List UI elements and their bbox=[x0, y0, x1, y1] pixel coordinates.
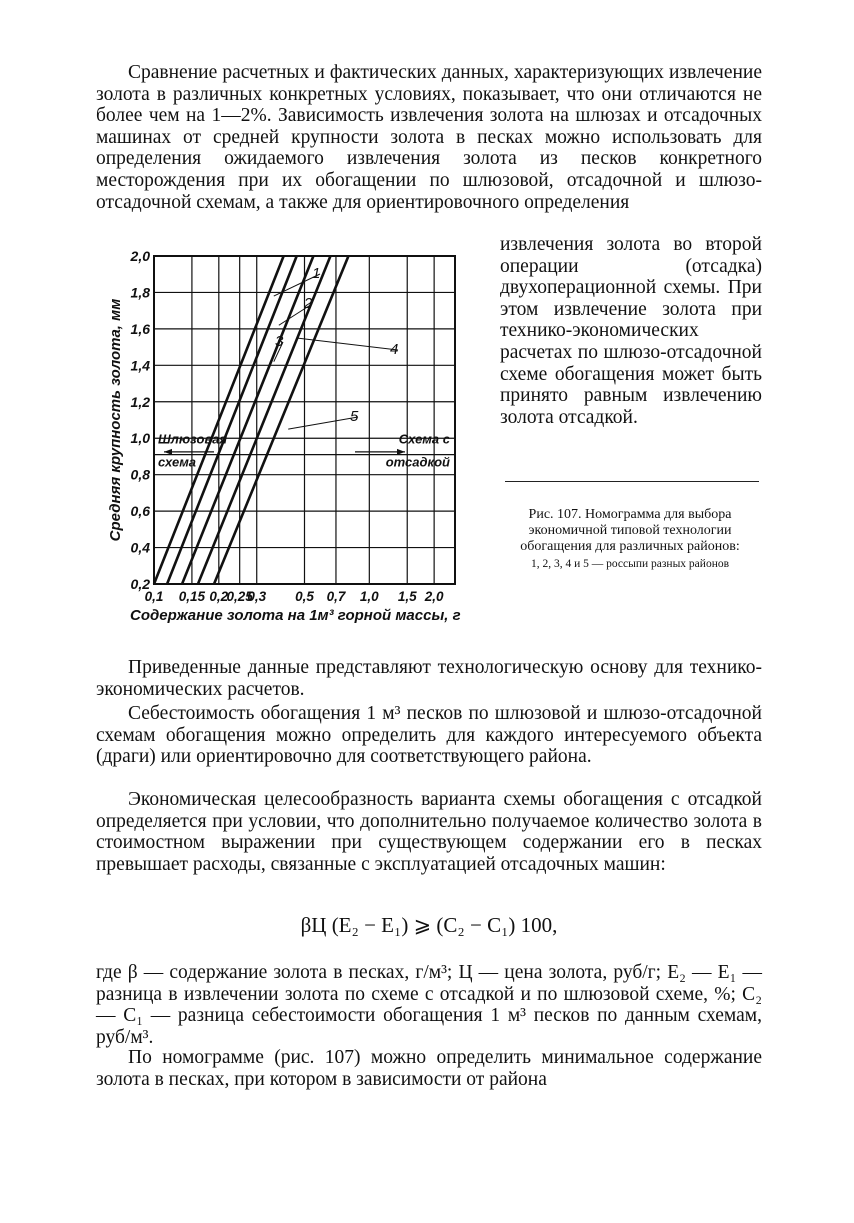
x-tick-label: 2,0 bbox=[424, 589, 444, 604]
y-tick-label: 0,8 bbox=[130, 466, 150, 483]
paragraph-4: Экономическая целесообразность варианта схемы обогащения с отсадкой определяется при условии, что дополнительно получаемое количество золота в стоимостном выражении при существующем содержании его в песках превышает расходы, связанные с эксплуатацией отсадочных машин: bbox=[96, 789, 762, 875]
caption-legend: 1, 2, 3, 4 и 5 — россыпи разных районов bbox=[530, 558, 730, 570]
x-tick-label: 0,5 bbox=[295, 589, 314, 604]
x-tick-label: 0,7 bbox=[326, 589, 346, 604]
figure-caption bbox=[496, 507, 764, 571]
y-tick-label: 0,4 bbox=[130, 539, 150, 556]
series-label-5: 5 bbox=[350, 408, 359, 425]
series-line-2 bbox=[167, 256, 297, 584]
paragraph-intro: Сравнение расчетных и фактических данных, характеризующих извлечение золота в различных конкретных условиях, показывает, что они отличаются не более чем на 1—2%. Зависимость извлечения золота на шлюзах и отсадочных машинах от средней крупности золота в песках можно использовать для определения ожидаемого извлечения золота из песков конкретного месторождения при их обогащении по шлюзовой, отсадочной и шлюзо-отсадочной схемам, а также для ориентировочного определения bbox=[96, 62, 762, 213]
y-tick-label: 1,4 bbox=[130, 357, 150, 374]
caption-text: Рис. 107. Номограмма для выбора экономичной типовой технологии обогащения для различных районов: bbox=[520, 507, 740, 554]
y-tick-label: 1,8 bbox=[130, 284, 150, 301]
y-axis-label: Средняя крупность золота, мм bbox=[107, 298, 124, 542]
paragraph-2: Приведенные данные представляют технологическую основу для технико-экономических расчетов. bbox=[96, 657, 762, 700]
x-tick-label: 0,3 bbox=[247, 589, 267, 604]
callout-leader-5 bbox=[288, 417, 358, 429]
y-tick-label: 0,2 bbox=[130, 576, 150, 592]
series-line-3 bbox=[182, 256, 313, 584]
x-tick-label: 0,25 bbox=[226, 589, 253, 604]
y-tick-label: 1,2 bbox=[130, 393, 150, 410]
y-tick-label: 1,0 bbox=[130, 430, 150, 447]
series-label-3: 3 bbox=[275, 333, 284, 350]
caption-rule bbox=[505, 481, 759, 482]
series-label-4: 4 bbox=[390, 341, 399, 358]
series-label-2: 2 bbox=[304, 295, 313, 312]
region-label-sluice-2: схема bbox=[158, 454, 197, 470]
region-label-jig: Схема с bbox=[398, 431, 450, 447]
x-tick-label: 1,0 bbox=[359, 589, 379, 604]
paragraph-6: По номограмме (рис. 107) можно определить минимальное содержание золота в песках, при котором в зависимости от района bbox=[96, 1047, 762, 1090]
y-tick-label: 0,6 bbox=[130, 503, 150, 520]
paragraph-wrap: извлечения золота во второй операции (отсадка) двухоперационной схемы. При этом извлечение золота при технико-экономических расчетах по шлюзо-отсадочной схеме обогащения может быть принято равным извлечению золота отсадкой. bbox=[500, 234, 762, 428]
formula: βЦ (E₂ − E₁) ⩾ (C₂ − C₁) 100, bbox=[300, 913, 558, 937]
region-label-jig-2: отсадкой bbox=[385, 454, 450, 470]
paragraph-3: Себестоимость обогащения 1 м³ песков по шлюзовой и шлюзо-отсадочной схемам обогащения можно определить для каждого интересуемого объекта (драги) или ориентировочно для соответствующего района. bbox=[96, 703, 762, 768]
series-label-1: 1 bbox=[312, 265, 321, 282]
x-tick-label: 1,5 bbox=[397, 589, 417, 604]
series-line-5 bbox=[214, 256, 348, 584]
chart-series bbox=[154, 256, 348, 584]
nomogram-chart bbox=[100, 236, 470, 626]
x-tick-label: 0,2 bbox=[209, 589, 229, 604]
x-tick-label: 0,1 bbox=[144, 589, 164, 604]
y-tick-label: 2,0 bbox=[130, 248, 150, 264]
region-label-sluice: Шлюзовая bbox=[158, 431, 228, 447]
x-axis-label: Содержание золота на 1м³ горной массы, г bbox=[130, 607, 461, 624]
x-tick-label: 0,15 bbox=[178, 589, 206, 604]
paragraph-5: где β — содержание золота в песках, г/м³; Ц — цена золота, руб/г; E₂ — E₁ — разница в извлечении золота по схеме с отсадкой и по шлюзовой схеме, %; C₂ — C₁ — разница себестоимости обогащения 1 м³ песков по данным схемам, руб/м³. bbox=[96, 962, 762, 1048]
y-tick-label: 1,6 bbox=[130, 320, 150, 337]
